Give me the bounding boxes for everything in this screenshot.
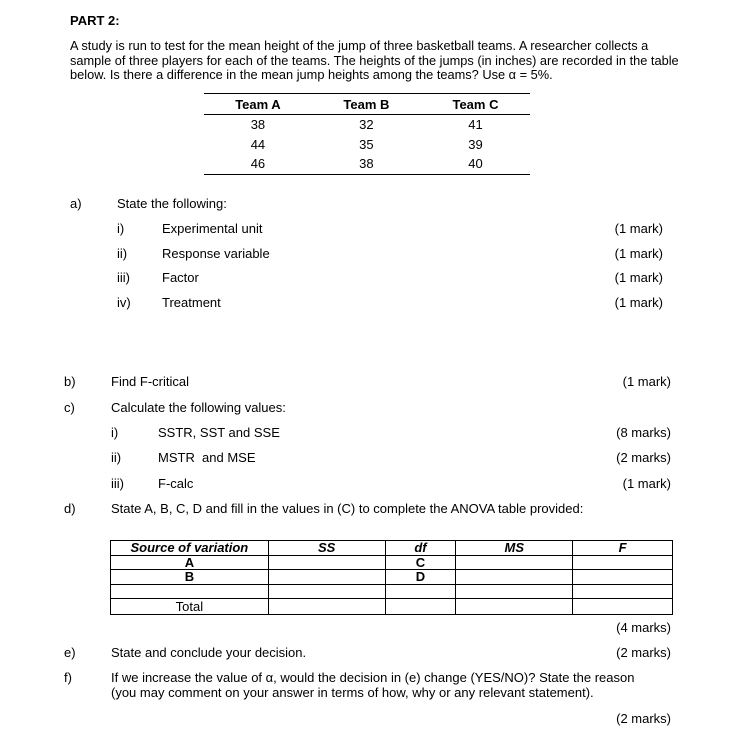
item-number: iv) bbox=[117, 295, 131, 310]
question-d-text: State A, B, C, D and fill in the values in (C) to complete the ANOVA table provided: bbox=[111, 501, 584, 516]
question-e-text: State and conclude your decision. bbox=[111, 645, 307, 660]
item-marks: (1 mark) bbox=[614, 221, 663, 236]
anova-cell bbox=[573, 599, 673, 615]
anova-header: SS bbox=[268, 541, 385, 556]
item-text: MSTR and MSE bbox=[158, 450, 256, 465]
question-e-marks: (2 marks) bbox=[616, 645, 671, 660]
anova-cell bbox=[111, 584, 269, 599]
question-a-label: a) bbox=[70, 196, 82, 211]
item-text: Response variable bbox=[162, 246, 270, 261]
anova-cell bbox=[268, 599, 385, 615]
anova-cell bbox=[268, 555, 385, 570]
item-number: i) bbox=[117, 221, 125, 236]
question-c-text: Calculate the following values: bbox=[111, 400, 286, 415]
item-number: iii) bbox=[117, 270, 130, 285]
anova-cell bbox=[268, 570, 385, 585]
question-b-text: Find F-critical bbox=[111, 374, 190, 389]
question-a-text: State the following: bbox=[117, 196, 227, 211]
intro-paragraph bbox=[70, 38, 679, 83]
anova-header: MS bbox=[456, 541, 573, 556]
item-marks: (8 marks) bbox=[616, 425, 671, 440]
table-cell: 38 bbox=[312, 154, 421, 174]
anova-table bbox=[110, 540, 673, 615]
item-text: Experimental unit bbox=[162, 221, 263, 236]
table-row bbox=[204, 135, 530, 155]
item-number: ii) bbox=[111, 450, 122, 465]
item-marks: (1 mark) bbox=[622, 476, 671, 491]
item-text: SSTR, SST and SSE bbox=[158, 425, 280, 440]
table-header: Team C bbox=[421, 94, 530, 115]
anova-cell bbox=[385, 599, 456, 615]
table-cell: 39 bbox=[468, 136, 483, 152]
question-e-label: e) bbox=[64, 645, 76, 660]
item-marks: (1 mark) bbox=[614, 246, 663, 261]
table-row bbox=[204, 115, 530, 135]
anova-header: Source of variation bbox=[111, 541, 269, 556]
question-c-label: c) bbox=[64, 400, 75, 415]
table-cell: 35 bbox=[359, 136, 374, 152]
question-d-marks: (4 marks) bbox=[616, 620, 671, 635]
item-text: F-calc bbox=[158, 476, 194, 491]
table-cell: 40 bbox=[421, 154, 530, 174]
anova-cell bbox=[456, 599, 573, 615]
question-f-line: (you may comment on your answer in terms of how, why or any relevant statement). bbox=[111, 685, 594, 700]
anova-cell: Total bbox=[111, 599, 269, 615]
table-cell: 46 bbox=[204, 154, 312, 174]
item-marks: (1 mark) bbox=[614, 270, 663, 285]
table-header: Team B bbox=[312, 94, 421, 115]
anova-header: F bbox=[573, 541, 673, 556]
anova-cell: D bbox=[385, 570, 456, 585]
anova-cell bbox=[456, 570, 573, 585]
item-marks: (2 marks) bbox=[616, 450, 671, 465]
table-row bbox=[111, 570, 673, 585]
anova-header: df bbox=[385, 541, 456, 556]
anova-cell bbox=[573, 570, 673, 585]
table-row bbox=[111, 555, 673, 570]
table-cell: 41 bbox=[468, 117, 483, 133]
question-d-label: d) bbox=[64, 501, 76, 516]
jump-heights-table bbox=[204, 93, 530, 175]
table-row bbox=[111, 599, 673, 615]
question-f-line: If we increase the value of α, would the decision in (e) change (YES/NO)? State the reason bbox=[111, 670, 635, 685]
item-text: Treatment bbox=[162, 295, 221, 310]
question-b-label: b) bbox=[64, 374, 76, 389]
item-text: Factor bbox=[162, 270, 199, 285]
question-f-marks: (2 marks) bbox=[616, 711, 671, 726]
anova-cell bbox=[268, 584, 385, 599]
anova-cell bbox=[573, 584, 673, 599]
anova-cell: B bbox=[111, 570, 269, 585]
anova-cell bbox=[456, 584, 573, 599]
intro-line: below. Is there a difference in the mean jump heights among the teams? Use α = 5%. bbox=[70, 67, 553, 82]
part-heading: PART 2: bbox=[70, 13, 120, 28]
anova-cell bbox=[456, 555, 573, 570]
intro-line: sample of three players for each of the teams. The heights of the jumps (in inches) are recorded in the table bbox=[70, 52, 679, 68]
table-cell: 38 bbox=[250, 117, 266, 133]
item-number: i) bbox=[111, 425, 119, 440]
item-number: ii) bbox=[117, 246, 128, 261]
item-marks: (1 mark) bbox=[614, 295, 663, 310]
intro-line: A study is run to test for the mean height of the jump of three basketball teams. A researcher collects a bbox=[70, 38, 649, 53]
anova-cell: A bbox=[111, 555, 269, 570]
table-row bbox=[204, 154, 530, 174]
table-row bbox=[111, 584, 673, 599]
table-cell: 44 bbox=[250, 136, 266, 152]
question-b-marks: (1 mark) bbox=[622, 374, 671, 389]
anova-cell bbox=[573, 555, 673, 570]
anova-cell bbox=[385, 584, 456, 599]
table-header: Team A bbox=[204, 94, 312, 115]
item-number: iii) bbox=[111, 476, 124, 491]
anova-cell: C bbox=[385, 555, 456, 570]
question-f-label: f) bbox=[64, 670, 72, 685]
table-cell: 32 bbox=[359, 117, 374, 133]
